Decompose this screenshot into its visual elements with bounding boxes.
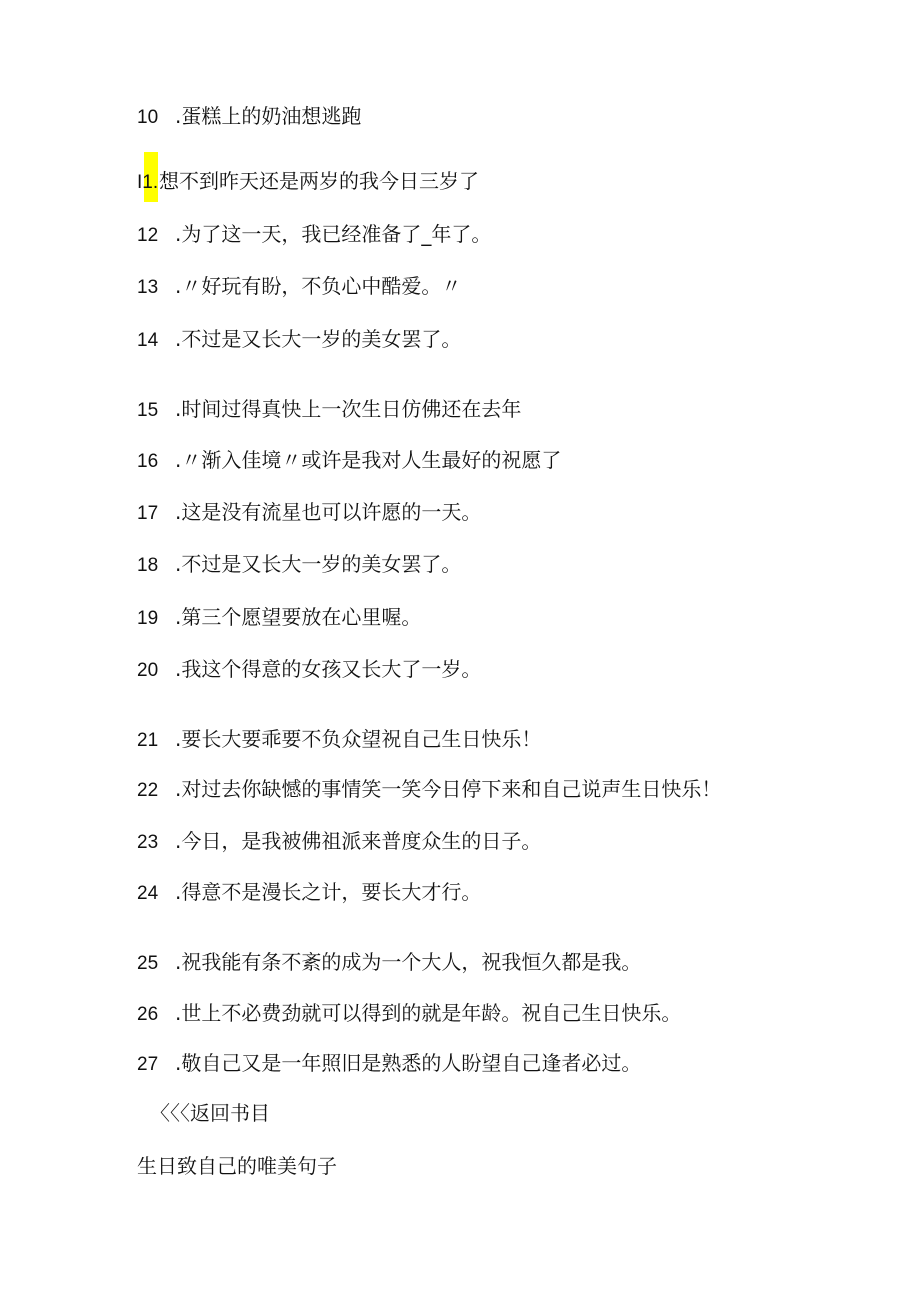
item-number: 19 (137, 608, 159, 629)
item-text: .得意不是漫长之计，要长大才行。 (175, 880, 482, 904)
item-number: 23 (137, 832, 159, 853)
list-item (137, 1047, 641, 1079)
item-number: 21 (137, 730, 159, 751)
list-item (137, 100, 361, 132)
item-number: 26 (137, 1004, 159, 1025)
list-item (137, 773, 721, 805)
item-number: 14 (137, 330, 159, 351)
item-number: 27 (137, 1054, 159, 1075)
item-number: 15 (137, 400, 159, 421)
item-number: 25 (137, 953, 159, 974)
item-text: .蛋糕上的奶油想逃跑 (175, 104, 362, 128)
highlighted-item-number: I1. (137, 167, 175, 199)
item-text: .我这个得意的女孩又长大了一岁。 (175, 657, 482, 681)
item-text: .敬自己又是一年照旧是熟悉的人盼望自己逢者必过。 (175, 1051, 642, 1075)
item-text: .〃好玩有盼，不负心中酷爱。〃 (175, 274, 462, 298)
item-number: 24 (137, 883, 159, 904)
item-number: 12 (137, 225, 159, 246)
item-text: .为了这一天，我已经准备了_年了。 (175, 222, 492, 246)
list-item (137, 496, 481, 528)
item-text: .不过是又长大一岁的美女罢了。 (175, 552, 462, 576)
list-item (137, 393, 521, 425)
item-text: .第三个愿望要放在心里喔。 (175, 605, 422, 629)
item-text: .世上不必费劲就可以得到的就是年龄。祝自己生日快乐。 (175, 1001, 682, 1025)
item-number: 18 (137, 555, 159, 576)
item-text: .今日，是我被佛祖派来普度众生的日子。 (175, 829, 542, 853)
list-item (137, 601, 421, 633)
list-item (137, 946, 641, 978)
item-number: 20 (137, 660, 159, 681)
list-item (137, 548, 461, 580)
item-text: .对过去你缺憾的事情笑一笑今日停下来和自己说声生日快乐！ (175, 777, 722, 801)
item-text: .这是没有流星也可以许愿的一天。 (175, 500, 482, 524)
item-number: 10 (137, 107, 159, 128)
item-text: .不过是又长大一岁的美女罢了。 (175, 327, 462, 351)
item-text: .〃渐入佳境〃或许是我对人生最好的祝愿了 (175, 448, 562, 472)
item-text: .要长大要乖要不负众望祝自己生日快乐！ (175, 727, 542, 751)
list-item (137, 444, 561, 476)
item-text: .时间过得真快上一次生日仿佛还在去年 (175, 397, 522, 421)
back-to-catalog-link[interactable]: 〈〈〈返回书目 (150, 1101, 270, 1125)
list-item (137, 323, 461, 355)
item-text: 想不到昨天还是两岁的我今日三岁了 (159, 169, 479, 193)
list-item (137, 653, 481, 685)
list-item (137, 876, 481, 908)
item-number: 22 (137, 780, 159, 801)
list-item (137, 165, 479, 197)
item-text: .祝我能有条不紊的成为一个大人，祝我恒久都是我。 (175, 950, 642, 974)
item-number: 13 (137, 277, 159, 298)
list-item (137, 997, 681, 1029)
list-item (137, 723, 541, 755)
list-item (137, 218, 491, 250)
item-number: 16 (137, 451, 159, 472)
list-item (137, 825, 541, 857)
list-item (137, 270, 461, 302)
item-number: 17 (137, 503, 159, 524)
footer-title: 生日致自己的唯美句子 (137, 1154, 337, 1178)
